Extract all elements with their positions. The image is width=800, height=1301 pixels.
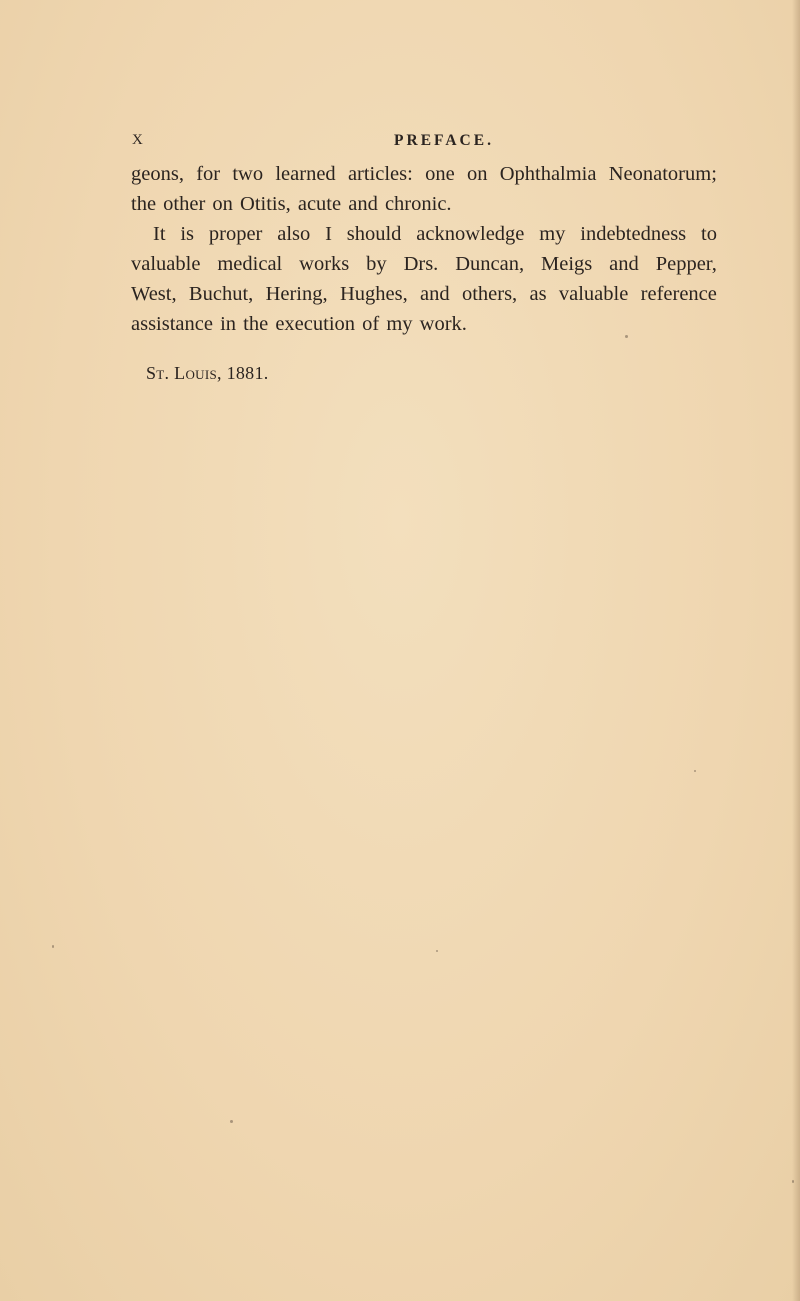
text-line: West, Buchut, Hering, Hughes, and others, as valuable reference (131, 283, 717, 305)
place-date-signature: St. Louis, 1881. (146, 363, 269, 383)
text-line: valuable medical works by Drs. Duncan, Meigs and Pepper, (131, 253, 717, 275)
page-number: X (132, 132, 144, 148)
text-line: It is proper also I should acknowledge my indebtedness to (153, 223, 717, 245)
running-title: PREFACE. (394, 132, 494, 149)
text-line: the other on Otitis, acute and chronic. (131, 193, 452, 215)
running-head (120, 132, 718, 156)
text-line: assistance in the execution of my work. (131, 313, 467, 335)
body-text (131, 159, 717, 339)
text-line: geons, for two learned articles: one on Ophthalmia Neonatorum; (131, 163, 717, 185)
page-edge-shadow (792, 0, 800, 1301)
